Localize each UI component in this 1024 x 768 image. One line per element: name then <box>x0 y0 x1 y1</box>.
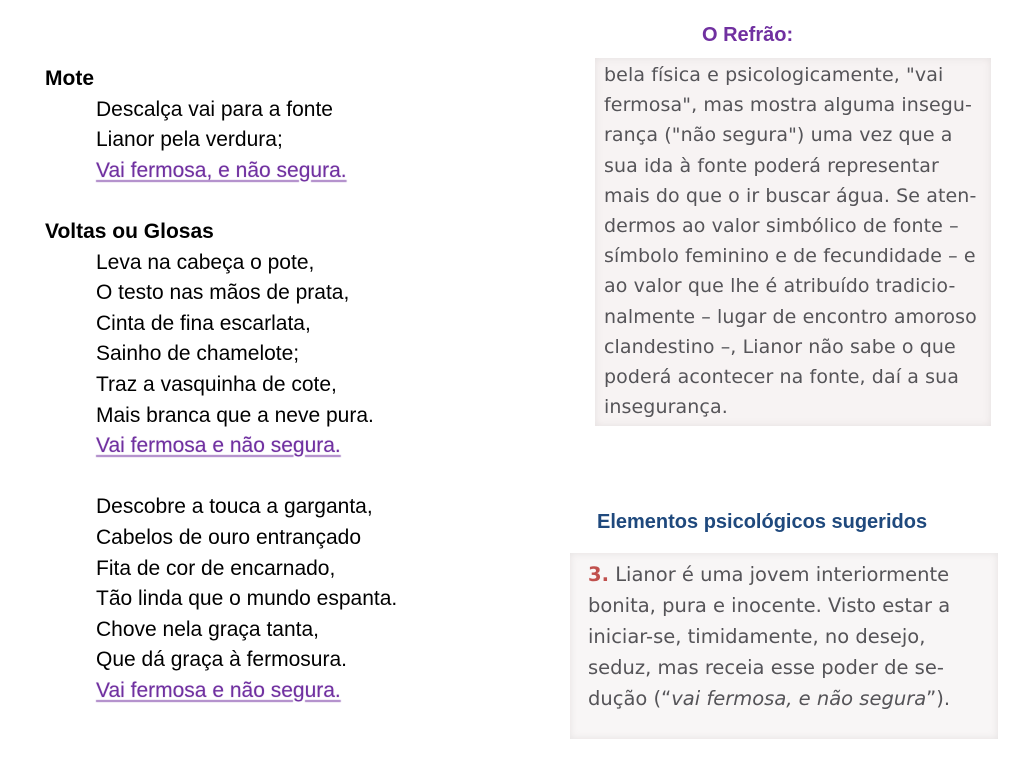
scan-line: sua ida à fonte poderá representar <box>604 154 939 177</box>
stanza2-line: Descobre a touca a garganta, <box>96 495 373 519</box>
psicologicos-scan <box>570 553 998 739</box>
scan-line: poderá acontecer na fonte, daí a sua <box>604 366 959 389</box>
scan-line: seduz, mas receia esse poder de se- <box>588 656 944 679</box>
stanza1-line: Mais branca que a neve pura. <box>96 403 374 427</box>
scan-line: dermos ao valor simbólico de fonte – <box>604 215 959 238</box>
mote-refrain: Vai fermosa, e não segura. <box>96 158 347 182</box>
scan-line <box>588 559 990 590</box>
stanza1-line: Traz a vasquinha de cote, <box>96 372 337 396</box>
scan-line: bela física e psicologicamente, "vai <box>604 64 944 86</box>
mote-heading: Mote <box>45 67 94 90</box>
refrao-label: O Refrão: <box>702 24 794 46</box>
mote-line: Lianor pela verdura; <box>96 128 283 152</box>
stanza2-refrain: Vai fermosa e não segura. <box>96 678 341 702</box>
stanza2-line: Chove nela graça tanta, <box>96 617 319 641</box>
scan-line <box>588 683 990 714</box>
scan-line: mais do que o ir buscar água. Se aten- <box>604 184 977 207</box>
stanza2-line: Cabelos de ouro entrançado <box>96 525 362 549</box>
voltas-heading: Voltas ou Glosas <box>45 219 214 243</box>
scan-line: rança ("não segura") uma vez que a <box>604 124 953 147</box>
stanza1-refrain: Vai fermosa e não segura. <box>96 434 341 458</box>
scan-line: ao valor que lhe é atribuído tradicio- <box>604 275 956 298</box>
stanza1-line: Cinta de fina escarlata, <box>96 311 311 335</box>
quote-text: vai fermosa, e não segura <box>671 687 927 710</box>
psicologicos-label: Elementos psicológicos sugeridos <box>597 511 928 533</box>
quote-suffix: ”). <box>926 687 951 710</box>
scan-line: clandestino –, Lianor não sabe o que <box>604 335 956 358</box>
scan-line: símbolo feminino e de fecundidade – e <box>604 245 976 268</box>
scan-line: iniciar-se, timidamente, no desejo, <box>588 625 926 648</box>
stanza1-line: Leva na cabeça o pote, <box>96 250 315 274</box>
refrao-scan <box>595 58 991 426</box>
scan-line: fermosa", mas mostra alguma insegu- <box>604 94 972 117</box>
stanza1-line: O testo nas mãos de prata, <box>96 281 350 305</box>
scan-line: bonita, pura e inocente. Visto estar a <box>588 594 951 617</box>
stanza2-line: Que dá graça à fermosura. <box>96 648 347 672</box>
stanza1-line: Sainho de chamelote; <box>96 342 300 366</box>
scan-line: nalmente – lugar de encontro amoroso <box>604 305 977 328</box>
stanza-gap <box>45 186 565 217</box>
quote-prefix: dução (“ <box>588 687 672 710</box>
item-number: 3. <box>588 563 609 586</box>
poem-text <box>45 64 565 706</box>
scan-line-text: Lianor é uma jovem interiormente <box>615 563 950 586</box>
mote-line: Descalça vai para a fonte <box>96 97 333 121</box>
stanza-gap <box>45 462 565 493</box>
stanza2-line: Tão linda que o mundo espanta. <box>96 587 398 611</box>
scan-line: insegurança. <box>604 396 728 419</box>
stanza2-line: Fita de cor de encarnado, <box>96 556 336 580</box>
